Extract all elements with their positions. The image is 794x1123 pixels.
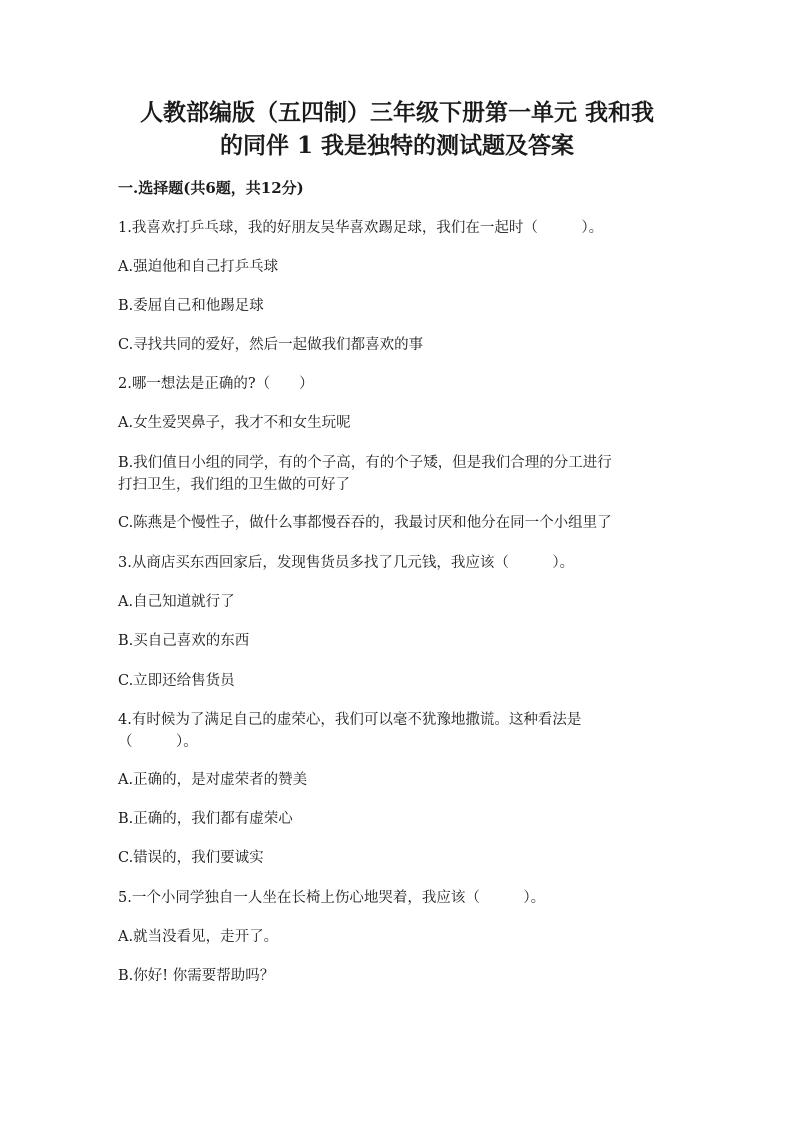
section-heading: 一.选择题(共6题，共12分) — [118, 179, 304, 197]
question-1-option-b: B.委屈自己和他踢足球 — [118, 298, 264, 314]
question-3-option-c: C.立即还给售货员 — [118, 673, 235, 689]
title-line-1: 人教部编版（五四制）三年级下册第一单元 我和我 — [139, 99, 654, 126]
question-4-stem: 4.有时候为了满足自己的虚荣心，我们可以毫不犹豫地撒谎。这种看法是 — [118, 712, 582, 728]
question-1-option-a: A.强迫他和自己打乒乓球 — [118, 259, 279, 275]
question-4-stem-line-2: （ ）。 — [118, 734, 198, 750]
question-2-stem: 2.哪一想法是正确的?（ ） — [118, 376, 314, 392]
question-1-stem: 1.我喜欢打乒乓球，我的好朋友吴华喜欢踢足球，我们在一起时（ ）。 — [118, 220, 604, 236]
question-5-stem: 5.一个小同学独自一人坐在长椅上伤心地哭着，我应该（ ）。 — [118, 890, 546, 906]
question-3-option-b: B.买自己喜欢的东西 — [118, 633, 250, 649]
question-1-option-c: C.寻找共同的爱好，然后一起做我们都喜欢的事 — [118, 337, 424, 353]
question-2-option-a: A.女生爱哭鼻子，我才不和女生玩呢 — [118, 415, 351, 431]
question-3-option-a: A.自己知道就行了 — [118, 594, 235, 610]
document-title — [100, 96, 694, 162]
title-line-2: 的同伴 1 我是独特的测试题及答案 — [219, 132, 575, 159]
question-2-option-c: C.陈燕是个慢性子，做什么事都慢吞吞的，我最讨厌和他分在同一个小组里了 — [118, 515, 612, 531]
question-4-option-b: B.正确的，我们都有虚荣心 — [118, 811, 293, 827]
question-2-option-b-line-2: 打扫卫生，我们组的卫生做的可好了 — [118, 477, 350, 493]
question-5-option-a: A.就当没看见，走开了。 — [118, 929, 279, 945]
question-3-stem: 3.从商店买东西回家后，发现售货员多找了几元钱，我应该（ ）。 — [118, 555, 575, 571]
question-5-option-b: B.你好! 你需要帮助吗？ — [118, 968, 275, 984]
question-4-option-c: C.错误的，我们要诚实 — [118, 850, 264, 866]
question-2-option-b: B.我们值日小组的同学，有的个子高，有的个子矮，但是我们合理的分工进行 — [118, 455, 612, 471]
question-4-option-a: A.正确的，是对虚荣者的赞美 — [118, 772, 308, 788]
